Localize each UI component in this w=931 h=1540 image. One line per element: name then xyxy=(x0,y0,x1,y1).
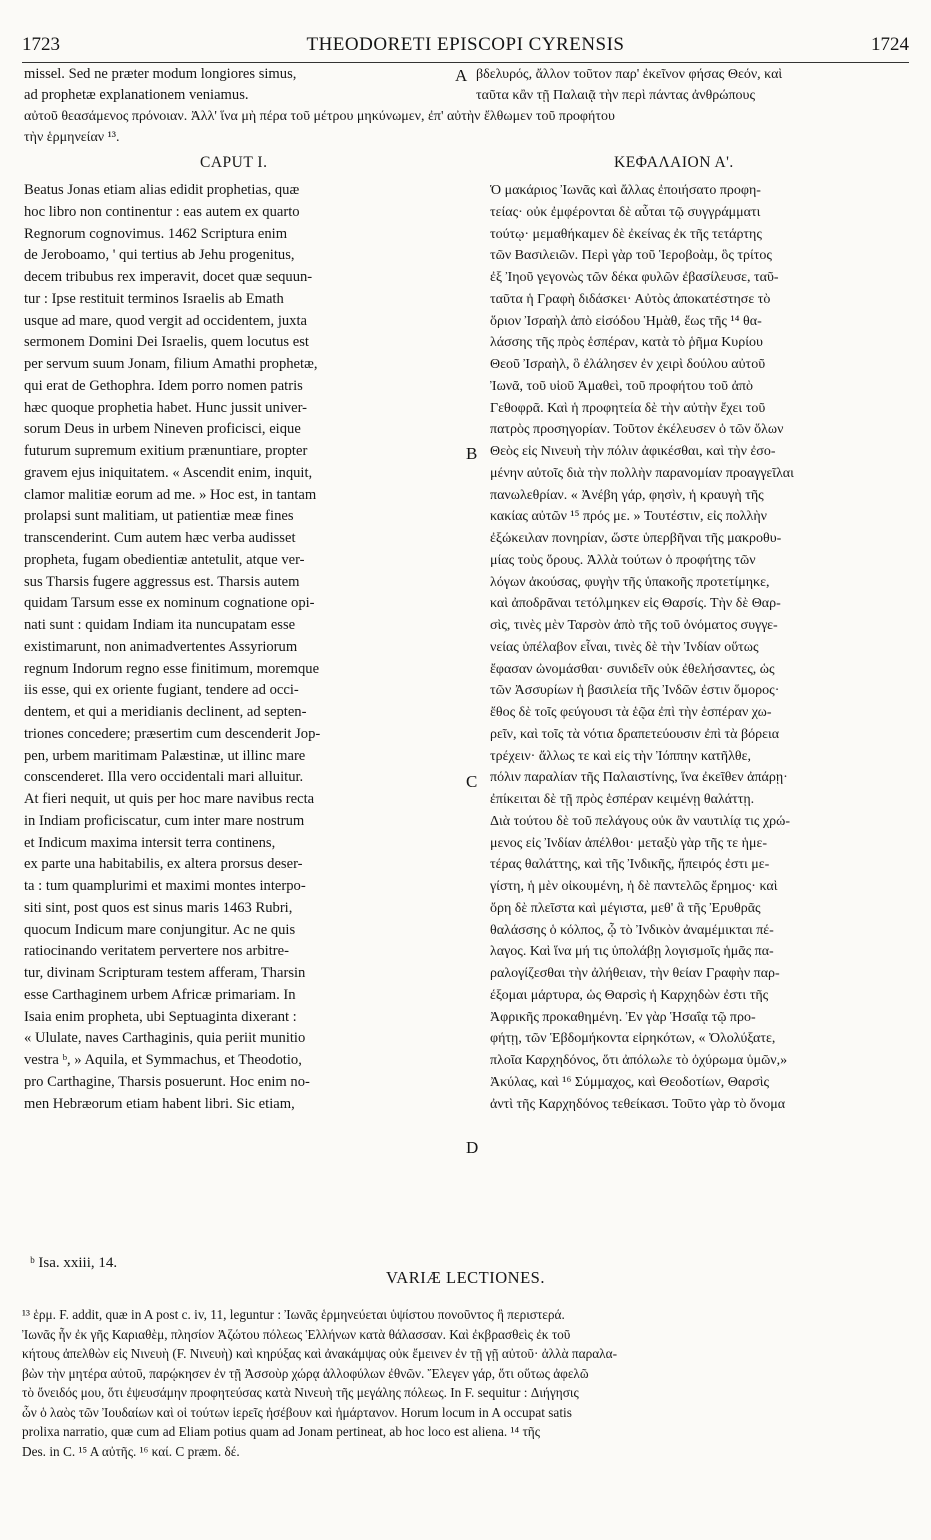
greek-text-line: καὶ ἀποδρᾶναι τετόλμηκεν εἰς Θαρσίς. Τὴν δὲ Θαρ- xyxy=(490,596,781,612)
latin-text-line: dentem, et qui a meridianis declinent, ad septen- xyxy=(24,704,307,720)
latin-text-line: regnum Indorum regno esse finitimum, moremque xyxy=(24,660,320,677)
latin-text-line: At fieri nequit, ut quis per hoc mare navibus recta xyxy=(24,791,315,807)
chapter-heading-greek: ΚΕΦΑΛΑΙΟΝ Α'. xyxy=(614,154,734,171)
latin-text-line: men Hebræorum etiam habent libri. Sic etiam, xyxy=(24,1095,295,1112)
latin-text-line: ta : tum quamplurimi et maximi montes interpo- xyxy=(24,878,306,894)
variae-lectiones-title: VARIÆ LECTIONES. xyxy=(386,1268,545,1287)
greek-text-line: τῶν Ἀσσυρίων ἡ βασιλεία τῆς Ἰνδῶν ἐστιν ὅμορος· xyxy=(490,683,780,699)
latin-text-line: triones concedere; præsertim cum descenderit Jop- xyxy=(24,725,321,742)
greek-text-line: ἐξώκειλαν πονηρίαν, ὥστε ὑπερβῆναι τῆς μακροθυ- xyxy=(490,531,782,546)
latin-text-line: et Indicum maxima intersit terra continens, xyxy=(24,834,276,851)
latin-text-line: clamor malitiæ eorum ad me. » Hoc est, in tantam xyxy=(24,486,317,503)
greek-text-line: Θεοῦ Ἰσραὴλ, ὃ ἐλάλησεν ἐν χειρὶ δούλου αὐτοῦ xyxy=(490,357,766,372)
continuation-greek-1: βδελυρός, ἄλλον τοῦτον παρ' ἐκεῖνον φήσας Θεόν, καὶ xyxy=(476,67,783,82)
greek-text-line: Διὰ τούτου δὲ τοῦ πελάγους οὐκ ἂν ναυτιλίᾳ τις χρώ- xyxy=(490,813,791,829)
continuation-latin-1: missel. Sed ne præter modum longiores simus, xyxy=(24,66,297,82)
latin-text-line: pen, urbem maritimam Palæstinæ, ut illinc mare xyxy=(24,747,306,764)
greek-text-line: ἔφασαν ὠνομάσθαι· συνιδεῖν οὐκ ἐθελήσαντες, ὡς xyxy=(490,661,775,677)
latin-text-line: « Ululate, naves Carthaginis, quia periit munitio xyxy=(24,1030,306,1047)
continuation-full-1: αὐτοῦ θεασάμενος πρόνοιαν. Ἀλλ' ἵνα μὴ πέρα τοῦ μέτρου μηκύνωμεν, ἐπ' αὐτὴν ἔλθωμεν τοῦ προφήτου xyxy=(24,109,615,124)
greek-text-line: νείας ὑπέλαβον εἶναι, τινὲς δὲ τὴν Ἰνδίαν οὕτως xyxy=(490,639,759,655)
latin-text-line: Isaia enim propheta, ubi Septuaginta dixerant : xyxy=(24,1008,297,1025)
latin-text-line: iis esse, qui ex oriente fugiant, tendere ad occi- xyxy=(24,682,299,699)
greek-text-line: Γεθοφρᾶ. Καὶ ἡ προφητεία δὲ τὴν αὐτὴν ἔχει τοῦ xyxy=(490,400,766,416)
variant-reading-line: Des. in C. ¹⁵ A αὐτῆς. ¹⁶ καί. C præm. δέ. xyxy=(22,1443,240,1459)
page-number-left: 1723 xyxy=(22,34,60,55)
greek-text-line: τρέχειν· ἄλλως τε καὶ εἰς τὴν Ἰόππην κατῆλθε, xyxy=(490,748,751,764)
latin-text-line: per servum suum Jonam, filium Amathi prophetæ, xyxy=(24,356,318,372)
latin-text-line: nati sunt : quidam Indiam ita nuncupatam esse xyxy=(24,617,296,633)
latin-text-line: gravem ejus iniquitatem. « Ascendit enim, inquit, xyxy=(24,464,313,481)
latin-text-line: pro Carthagine, Tharsis posuerunt. Hoc enim no- xyxy=(24,1073,310,1090)
running-header xyxy=(22,34,909,60)
latin-text-line: ratiocinando veritatem pervertere nos arbitre- xyxy=(24,943,289,960)
latin-text-line: propheta, fugam obedientiæ antetulit, atque ver- xyxy=(24,551,305,568)
greek-text-line: κακίας αὐτῶν ¹⁵ πρός με. » Τουτέστιν, εἰς πολλὴν xyxy=(490,509,767,525)
header-rule xyxy=(22,62,909,63)
greek-text-line: Θεὸς εἰς Νινευὴ τὴν πόλιν ἀφικέσθαι, καὶ τὴν ἐσο- xyxy=(490,444,776,459)
greek-text-line: λαγος. Καὶ ἵνα μή τις ὑπολάβῃ λογισμοῖς ἡμᾶς πα- xyxy=(490,944,774,960)
running-title: THEODORETI EPISCOPI CYRENSIS xyxy=(306,34,625,55)
variant-reading-line: βὼν τὴν μητέρα αὐτοῦ, παρῴκησεν ἐν τῇ Ἀσσοὺρ χώρᾳ ἀλλοφύλων ἐθνῶν. Ἔλεγεν γάρ, ὅτι οὕτως ἀφελῶ xyxy=(22,1365,589,1381)
greek-text-line: ἐπίκειται δὲ τῇ πρὸς ἑσπέραν κειμένῃ θαλάττῃ. xyxy=(490,792,755,807)
greek-column xyxy=(490,180,910,1115)
chapter-heading-latin: CAPUT I. xyxy=(200,154,268,171)
greek-text-line: μένην αὐτοῖς διὰ τὴν πολλὴν παρανομίαν προαγγεῖλαι xyxy=(490,465,794,481)
latin-text-line: Regnorum cognovimus. 1462 Scriptura enim xyxy=(24,225,288,242)
latin-text-line: transcenderint. Cum autem hæc verba audisset xyxy=(24,530,296,546)
latin-text-line: prolapsi sunt malitiam, ut patientiæ meæ fines xyxy=(24,508,294,525)
margin-marker-a: A xyxy=(455,66,468,85)
greek-text-line: ἀντὶ τῆς Καρχηδόνος τεθείκασι. Τοῦτο γὰρ τὸ ὄνομα xyxy=(490,1096,786,1112)
margin-marker-c: C xyxy=(466,772,478,791)
greek-text-line: σὶς, τινὲς μὲν Ταρσὸν ἀπὸ τῆς τοῦ ὀνόματος συγγε- xyxy=(490,618,778,633)
greek-text-line: Ὁ μακάριος Ἰωνᾶς καὶ ἄλλας ἐποιήσατο προφη- xyxy=(490,183,761,198)
greek-text-line: ραλογίζεσθαι τὴν ἀλήθειαν, τὴν θείαν Γραφὴν παρ- xyxy=(490,966,780,981)
latin-text-line: sus Tharsis fugere aggressus est. Tharsis autem xyxy=(24,573,300,590)
latin-text-line: sorum Deus in urbem Nineven proficisci, eique xyxy=(24,421,301,438)
latin-text-line: vestra ᵇ, » Aquila, et Symmachus, et Theodotio, xyxy=(24,1052,302,1068)
latin-text-line: tur : Ipse restituit terminos Israelis ab Emath xyxy=(24,290,284,307)
greek-text-line: ἔθος δὲ τοῖς φεύγουσι τὰ ἑῷα ἐπὶ τὴν ἑσπέραν χω- xyxy=(490,705,772,720)
latin-text-line: futurum supremum exitium prænuntiare, propter xyxy=(24,443,308,459)
variant-reading-line: κήτους ἀπελθὼν εἰς Νινευὴ (F. Νινευὴ) καὶ κηρύξας καὶ ἀνακάμψας οὐκ ἔμεινεν ἐν τῇ γῇ αὐτοῦ· ἀλλὰ παραλα- xyxy=(22,1346,618,1361)
margin-marker-b: B xyxy=(466,444,478,463)
page-number-right: 1724 xyxy=(871,34,909,55)
greek-text-line: φήτῃ, τῶν Ἑβδομήκοντα εἰρηκότων, « Ὀλολύξατε, xyxy=(490,1031,776,1047)
greek-text-line: έξομαι μάρτυρα, ὡς Θαρσὶς ἡ Καρχηδὼν ἐστι τῆς xyxy=(490,987,769,1003)
greek-text-line: πόλιν παραλίαν τῆς Παλαιστίνης, ἵνα ἐκεῖθεν ἀπάρῃ· xyxy=(490,770,788,786)
greek-text-line: Ἀκύλας, καὶ ¹⁶ Σύμμαχος, καὶ Θεοδοτίων, Θαρσὶς xyxy=(490,1074,770,1090)
latin-text-line: decem tribubus rex imperavit, docet quæ sequun- xyxy=(24,269,313,285)
latin-text-line: quidam Tarsum esse ex nominum cognatione opi- xyxy=(24,595,315,612)
variae-lectiones-body xyxy=(22,1305,909,1461)
margin-marker-d: D xyxy=(466,1138,479,1157)
latin-text-line: quocum Indicum mare conjungitur. Ac ne quis xyxy=(24,921,296,938)
latin-text-line: hoc libro non continentur : eas autem ex quarto xyxy=(24,203,300,220)
variant-reading-line: prolixa narratio, quæ cum ad Eliam potius quam ad Jonam pertineat, ab hoc loco est aliena. ¹⁴ τῆς xyxy=(22,1424,541,1439)
greek-text-line: πλοῖα Καρχηδόνος, ὅτι ἀπόλωλε τὸ ὀχύρωμα ὑμῶν,» xyxy=(490,1053,788,1068)
latin-text-line: sermonem Domini Dei Israelis, quem locutus est xyxy=(24,334,309,351)
greek-text-line: θαλάσσης ὁ κόλπος, ᾧ τὸ Ἰνδικὸν ἀναμέμικται πέ- xyxy=(490,922,774,938)
greek-text-line: λάσσης τῆς πρὸς ἑσπέραν, κατὰ τὸ ῥῆμα Κυρίου xyxy=(490,335,763,351)
latin-text-line: de Jeroboamo, ' qui tertius ab Jehu progenitus, xyxy=(24,247,295,264)
latin-text-line: Beatus Jonas etiam alias edidit prophetias, quæ xyxy=(24,182,300,198)
variant-reading-line: ¹³ ἑρμ. F. addit, quæ in A post c. iv, 11, leguntur : Ἰωνᾶς ἑρμηνεύεται ὑψίστου πονοῦντος ἢ περιστερά. xyxy=(22,1307,565,1322)
latin-text-line: tur, divinam Scripturam testem afferam, Tharsin xyxy=(24,965,306,981)
latin-text-line: esse Carthaginem urbem Africæ primariam. In xyxy=(24,986,296,1003)
continuation-latin-2: ad prophetæ explanationem veniamus. xyxy=(24,87,249,103)
latin-column xyxy=(24,180,460,1115)
continuation-full-2: τὴν ἑρμηνείαν ¹³. xyxy=(24,130,120,145)
greek-text-line: ταῦτα ἡ Γραφὴ διδάσκει· Αὐτὸς ἀποκατέστησε τὸ xyxy=(490,291,771,307)
variant-reading-line: τὸ ὄνειδός μου, ὅτι ἐψευσάμην προφητεύσας κατὰ Νινευὴ τῆς μεγάλης πόλεως. In F. sequitur : Διήγησις xyxy=(22,1385,579,1400)
latin-text-line: qui erat de Gethophra. Idem porro nomen patris xyxy=(24,377,303,394)
variant-reading-line: ὧν ὁ λαὸς τῶν Ἰουδαίων καὶ οἱ τούτων ἱερεῖς ἠσέβουν καὶ ἡμάρτανον. Horum locum in A occupat satis xyxy=(22,1404,572,1420)
latin-text-line: ex parte una habitabilis, ex altera prorsus deser- xyxy=(24,856,303,873)
greek-text-line: ρεῖν, καὶ τοῖς τὰ νότια δραπετεύουσιν ἐπὶ τὰ βόρεια xyxy=(490,726,780,742)
latin-text-line: in Indiam proficiscatur, cum inter mare nostrum xyxy=(24,812,305,829)
variant-reading-line: Ἰωνᾶς ἦν ἐκ γῆς Καριαθὲμ, πλησίον Ἀζώτου πόλεως Ἑλλήνων κατὰ θάλασσαν. Καὶ ἐκβρασθεὶς ἐκ τοῦ xyxy=(22,1326,571,1342)
greek-text-line: πατρὸς προσηγορίαν. Τοῦτον ἐκέλευσεν ὁ τῶν ὅλων xyxy=(490,422,784,438)
latin-text-line: conscenderet. Illa vero occidentali mari alluitur. xyxy=(24,769,304,786)
greek-text-line: τῶν Βασιλειῶν. Περὶ γὰρ τοῦ Ἱεροβοὰμ, ὃς τρίτος xyxy=(490,248,772,264)
greek-text-line: γίστη, ἡ μὲν οἰκουμένη, ἡ δὲ παντελῶς ἔρημος· καὶ xyxy=(490,879,778,894)
greek-text-line: ἐξ Ἰηοῦ γεγονὼς τῶν δέκα φυλῶν ἐβασίλευσε, ταῦ- xyxy=(490,270,779,285)
greek-text-line: τείας· οὐκ ἐμφέρονται δὲ αὗται τῷ συγγράμματι xyxy=(490,204,761,220)
greek-text-line: λόγων ἀκούσας, φυγὴν τῆς ὑπακοῆς προτετίμηκε, xyxy=(490,574,770,590)
greek-text-line: ὄρη δὲ πλεῖστα καὶ μέγιστα, μεθ' ἃ τῆς Ἐρυθρᾶς xyxy=(490,900,761,916)
greek-text-line: τούτῳ· μεμαθήκαμεν δὲ ἐκείνας ἐκ τῆς τετάρτης xyxy=(490,226,762,242)
continuation-greek-2: ταῦτα κἂν τῇ Παλαιᾷ τὴν περὶ πάντας ἀνθρώπους xyxy=(476,88,756,103)
footnote: ᵇ Isa. xxiii, 14. xyxy=(30,1255,118,1271)
latin-text-line: usque ad mare, quod vergit ad occidentem, juxta xyxy=(24,312,308,329)
greek-text-line: τέρας θαλάττης, καὶ τῆς Ἰνδικῆς, ἤπειρός ἐστι με- xyxy=(490,857,770,873)
latin-text-line: existimarunt, non animadvertentes Assyriorum xyxy=(24,638,298,655)
greek-text-line: ὅριον Ἰσραὴλ ἀπὸ εἰσόδου Ἡμὰθ, ἕως τῆς ¹⁴ θα- xyxy=(490,313,762,329)
greek-text-line: μενος εἰς Ἰνδίαν ἀπέλθοι· μεταξὺ γὰρ τῆς τε ἡμε- xyxy=(490,835,767,851)
latin-text-line: hæc quoque prophetia habet. Hunc jussit univer- xyxy=(24,399,308,416)
greek-text-line: Ἀφρικῆς προκαθημένη. Ἐν γὰρ Ἡσαΐᾳ τῷ προ- xyxy=(490,1009,756,1025)
greek-text-line: Ἰωνᾶ, τοῦ υἱοῦ Ἀμαθεὶ, τοῦ προφήτου τοῦ ἀπὸ xyxy=(490,378,753,394)
greek-text-line: μίας τοὺς ὅρους. Ἀλλὰ τούτων ὁ προφήτης τῶν xyxy=(490,552,756,568)
latin-text-line: siti sint, post quos est sinus maris 1463 Rubri, xyxy=(24,899,293,916)
greek-text-line: πανωλεθρίαν. « Ἀνέβη γάρ, φησὶν, ἡ κραυγὴ τῆς xyxy=(490,487,764,503)
